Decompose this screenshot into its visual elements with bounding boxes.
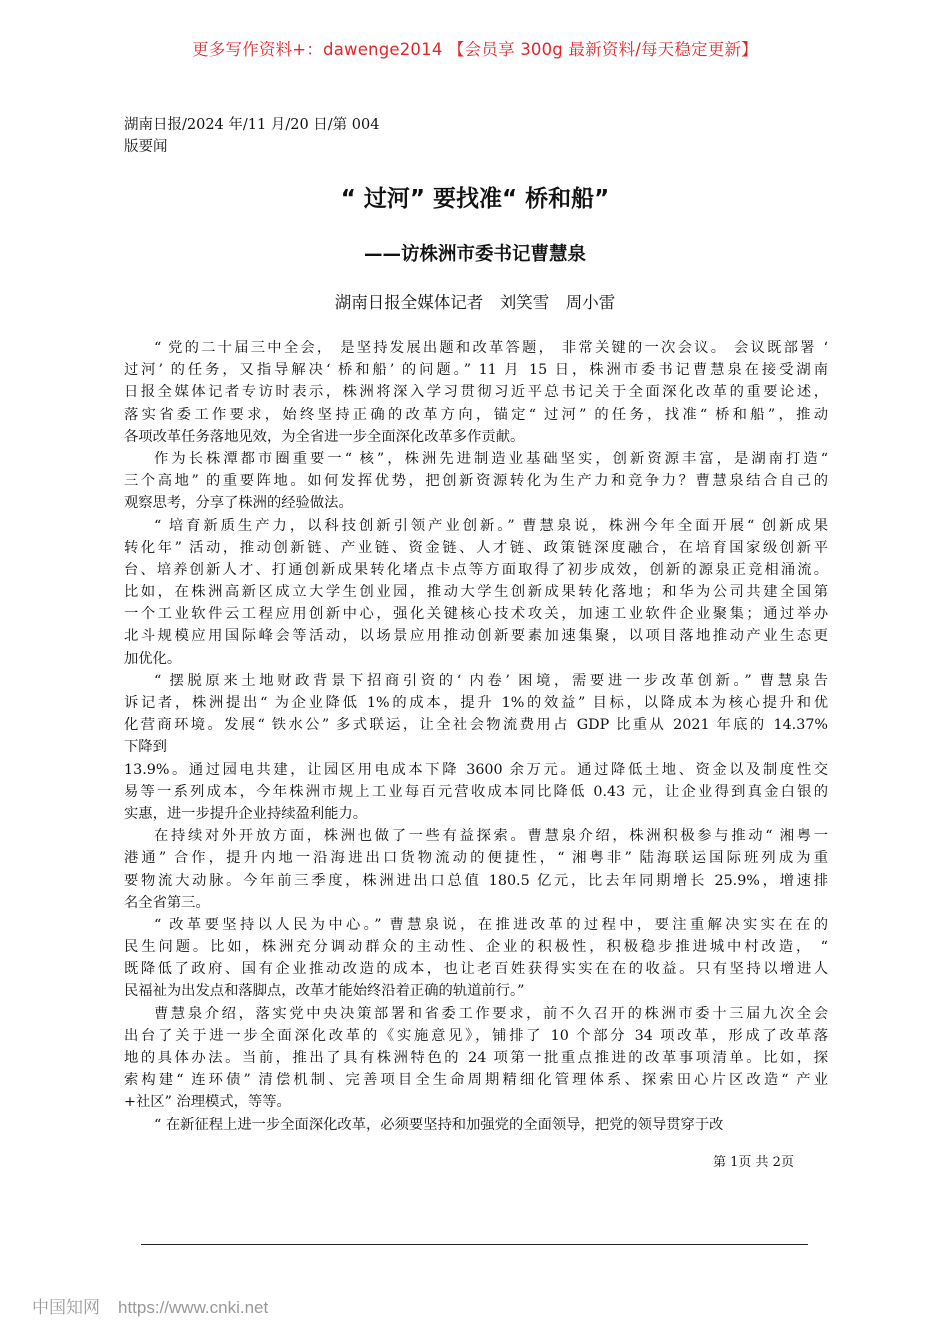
- paragraph-line: 港通” 合作，提升内地一沿海进出口货物流动的便捷性，“ 湘粤非” 陆海联运国际班列成为重: [124, 850, 828, 867]
- paragraph: [124, 825, 828, 914]
- paragraph-line: 要物流大动脉。今年前三季度，株洲进出口总值 180.5 亿元，比去年同期增长 25.9%，增速排: [124, 872, 828, 889]
- paragraph-line: 三个高地” 的重要阵地。如何发挥优势，把创新资源转化为生产力和竞争力？曹慧泉结合自己的: [124, 473, 828, 490]
- source-line: 湖南日报/2024 年/11 月/20 日/第 004: [124, 117, 380, 133]
- paragraph-line: 加优化。: [124, 650, 182, 667]
- paragraph: [124, 515, 828, 670]
- paragraph-line: 13.9%。通过园电共建，让园区用电成本下降 3600 余万元。通过降低土地、资金以及制度性交: [124, 761, 828, 778]
- footer-divider: [141, 1244, 808, 1245]
- paragraph-line: 作为长株潭都市圈重要一“ 核”，株洲先进制造业基础坚实，创新资源丰富，是湖南打造“: [154, 450, 828, 467]
- cnki-watermark: [32, 1293, 286, 1318]
- paragraph: [124, 448, 828, 515]
- page-indicator: 第 1页 共 2页: [713, 1155, 794, 1170]
- paragraph: [124, 1003, 828, 1114]
- paragraph-line: +社区” 治理模式，等等。: [124, 1094, 291, 1111]
- paragraph-line: 落实省委工作要求，始终坚持正确的改革方向，锚定“ 过河” 的任务，找准“ 桥和船”，推动: [124, 406, 828, 423]
- paragraph-line: 下降到: [124, 739, 167, 756]
- paragraph-line: 既降低了政府、国有企业推动改造的成本，也让老百姓获得实实在在的收益。只有坚持以增进人: [124, 961, 828, 978]
- paragraph-line: 在持续对外开放方面，株洲也做了一些有益探索。曹慧泉介绍，株洲积极参与推动“ 湘粤一: [154, 828, 828, 845]
- paragraph-line: 各项改革任务落地见效，为全省进一步全面深化改革多作贡献。: [124, 428, 525, 445]
- paragraph: [124, 337, 828, 448]
- paragraph-line: 地的具体办法。当前，推出了具有株洲特色的 24 项第一批重点推进的改革事项清单。比如，探: [124, 1050, 828, 1066]
- article-subtitle: ——访株洲市委书记曹慧泉: [363, 244, 586, 265]
- paragraph-line: “ 摆脱原来土地财政背景下招商引资的‘ 内卷’ 困境，需要进一步改革创新。” 曹慧泉告: [154, 672, 828, 689]
- paragraph: [124, 1114, 828, 1136]
- source-info: [124, 114, 379, 158]
- cnki-site-name: 中国知网: [32, 1298, 100, 1317]
- paragraph-line: 台、培养创新人才、打通创新成果转化堵点卡点等方面取得了初步成效，创新的源泉正竞相涌流。: [124, 561, 828, 578]
- paragraph-line: 易等一系列成本，今年株洲市规上工业每百元营收成本同比降低 0.43 元，让企业得到真金白银的: [124, 783, 828, 800]
- paragraph-line: 转化年” 活动，推动创新链、产业链、资金链、人才链、政策链深度融合，在培育国家级创新平: [124, 539, 828, 556]
- paragraph-line: 名全省第三。: [124, 894, 210, 911]
- paragraph-line: 比如，在株洲高新区成立大学生创业园，推动大学生创新成果转化落地；和华为公司共建全国第: [124, 584, 828, 601]
- paragraph-line: “ 党的二十届三中全会， 是坚持发展出题和改革答题， 非常关键的一次会议。 会议既部署 ‘: [154, 340, 828, 356]
- paragraph: [124, 759, 828, 826]
- article-body: [124, 337, 828, 1136]
- article-byline: 湖南日报全媒体记者 刘笑雪 周小雷: [334, 293, 616, 312]
- paragraph-line: 化营商环境。发展“ 铁水公” 多式联运，让全社会物流费用占 GDP 比重从 2021 年底的 14.37%: [124, 717, 828, 734]
- paragraph-line: 民福祉为出发点和落脚点，改革才能始终沿着正确的轨道前行。”: [124, 983, 525, 1000]
- paragraph-line: 曹慧泉介绍，落实党中央决策部署和省委工作要求，前不久召开的株洲市委十三届九次全会: [154, 1005, 828, 1022]
- source-section: 版要闻: [124, 139, 168, 155]
- paragraph-line: 过河’ 的任务，又指导解决‘ 桥和船’ 的问题。” 11 月 15 日，株洲市委书记曹慧泉在接受湖南: [124, 362, 828, 379]
- paragraph-line: “ 培育新质生产力，以科技创新引领产业创新。” 曹慧泉说，株洲今年全面开展“ 创新成果: [154, 517, 828, 534]
- paragraph-line: 北斗规模应用国际峰会等活动，以场景应用推动创新要素加速集聚，以项目落地推动产业生态更: [124, 628, 828, 645]
- paragraph-line: 民生问题。比如，株洲充分调动群众的主动性、企业的积极性，积极稳步推进城中村改造， “: [124, 939, 828, 956]
- article-title: “ 过河” 要找准“ 桥和船”: [340, 186, 610, 212]
- paragraph-line: 诉记者，株洲提出“ 为企业降低 1%的成本，提升 1%的效益” 目标，以降成本为核心提升和优: [124, 695, 828, 711]
- paragraph-line: “ 在新征程上进一步全面深化改革，必须要坚持和加强党的全面领导，把党的领导贯穿于改: [154, 1116, 724, 1133]
- paragraph-line: 观察思考，分享了株洲的经验做法。: [124, 495, 353, 512]
- cnki-url: https://www.cnki.net: [118, 1298, 269, 1317]
- promo-banner: 更多写作资料+：dawenge2014 【会员享 300g 最新资料/每天稳定更新】: [192, 40, 758, 59]
- paragraph-line: “ 改革要坚持以人民为中心。” 曹慧泉说，在推进改革的过程中，要注重解决实实在在的: [154, 916, 828, 933]
- paragraph-line: 日报全媒体记者专访时表示，株洲将深入学习贯彻习近平总书记关于全面深化改革的重要论述，: [124, 384, 828, 401]
- paragraph-line: 索构建“ 连环债” 清偿机制、完善项目全生命周期精细化管理体系、探索田心片区改造“ 产业: [124, 1072, 828, 1089]
- paragraph-line: 一个工业软件云工程应用创新中心，强化关键核心技术攻关，加速工业软件企业聚集；通过举办: [124, 606, 828, 623]
- paragraph-line: 实惠，进一步提升企业持续盈利能力。: [124, 805, 368, 822]
- paragraph-line: 出台了关于进一步全面深化改革的《实施意见》，铺排了 10 个部分 34 项改革，形成了改革落: [124, 1027, 828, 1044]
- paragraph: [124, 670, 828, 759]
- paragraph: [124, 914, 828, 1003]
